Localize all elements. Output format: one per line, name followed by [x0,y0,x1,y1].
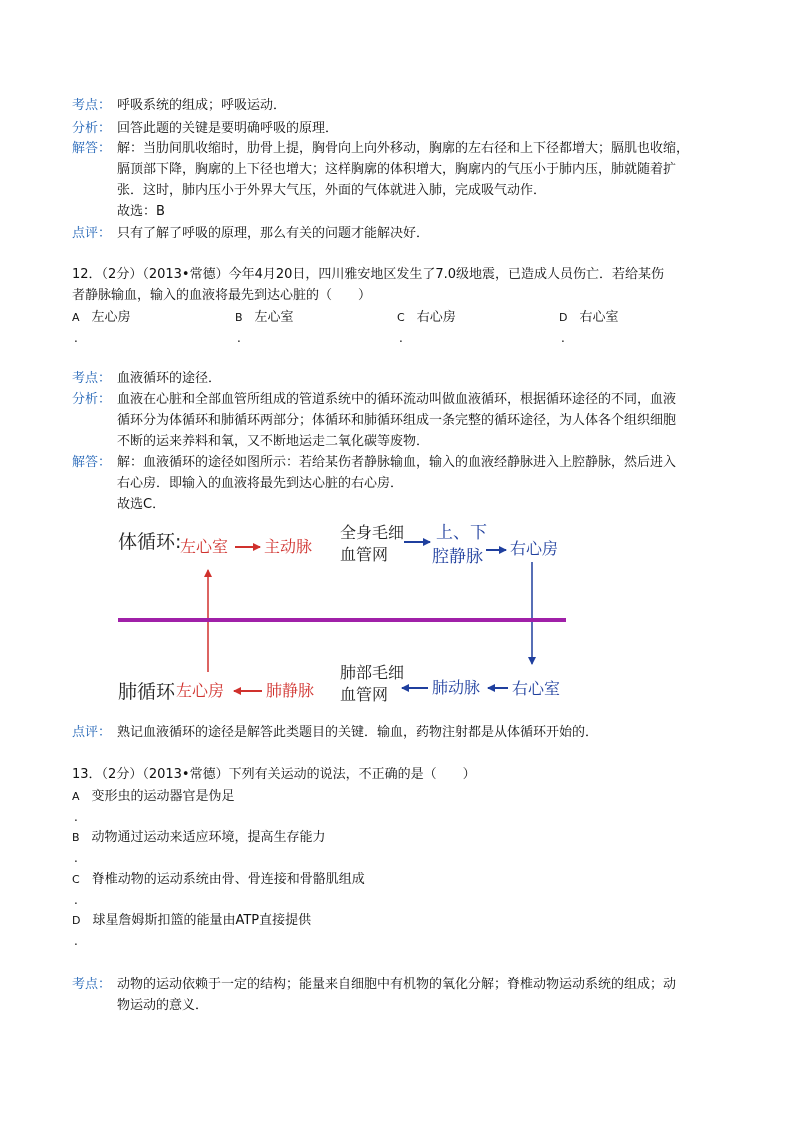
q11-jieda-line-3: 张．这时，肺内压小于外界大气压，外面的气体就进入肺，完成吸气动作． [117,183,547,198]
aorta-label: 主动脉 [264,537,313,556]
option-letter: C [72,873,80,886]
q12-fenxi-label: 分析： [72,392,112,407]
option-dot: . [237,331,241,345]
body-capillary-label-1: 全身毛细 [340,523,405,542]
lung-capillary-label-2: 血管网 [340,685,389,704]
option-dot: . [74,331,78,345]
pulmonary-artery-label: 肺动脉 [432,678,481,697]
q12-jieda-line-1: 解：血液循环的途径如图所示：若给某伤者静脉输血，输入的血液经静脉进入上腔静脉，然后进入 [117,455,677,470]
upper-lower-label: 上、下 [436,523,487,543]
option-letter: A [72,790,80,803]
q13-kaodian-line-1: 动物的运动依赖于一定的结构；能量来自细胞中有机物的氧化分解；脊椎动物运动系统的组成；动 [117,977,677,992]
q13-option-d [72,911,311,931]
q11-dianping-label: 点评： [72,226,112,241]
option-dot: . [74,934,78,948]
q12-option-a [72,308,131,328]
q13-option-a [72,787,235,807]
option-dot: . [74,893,78,907]
option-text: 右心房 [416,310,456,325]
q11-jieda-label: 解答： [72,141,112,156]
q12-fenxi-line-2: 循环分为体循环和肺循环两部分；体循环和肺循环组成一条完整的循环途径，为人体各个组织细胞 [117,413,677,428]
q12-option-b [235,308,294,328]
body-capillary-label-2: 血管网 [340,545,389,564]
option-dot: . [74,810,78,824]
q12-dianping-label: 点评： [72,725,112,740]
q12-option-c [397,308,456,328]
q11-fenxi-text: 回答此题的关键是要明确呼吸的原理． [117,121,339,136]
left-atrium-label: 左心房 [176,681,225,700]
vena-cava-label: 腔静脉 [432,547,483,567]
option-text: 左心房 [91,310,131,325]
q12-jieda-label: 解答： [72,455,112,470]
systemic-circulation-label: 体循环: [118,531,182,553]
q12-jieda-line-2: 右心房．即输入的血液将最先到达心脏的右心房． [117,476,404,491]
option-letter: B [72,831,80,844]
option-dot: . [561,331,565,345]
left-ventricle-label: 左心室 [180,537,229,556]
q13-kaodian-label: 考点： [72,977,112,992]
option-text: 球星詹姆斯扣篮的能量由ATP直接提供 [92,913,312,928]
option-text: 动物通过运动来适应环境，提高生存能力 [91,830,326,845]
q13-stem: 13．（2分）（2013•常德）下列有关运动的说法，不正确的是（ ） [72,767,476,782]
q12-dianping-text: 熟记血液循环的途径是解答此类题目的关键．输血，药物注射都是从体循环开始的． [117,725,599,740]
q12-stem-line-2: 者静脉输血，输入的血液将最先到达心脏的（ ） [72,288,372,303]
right-ventricle-label: 右心室 [512,679,561,698]
q12-option-d [559,308,619,328]
q11-answer: 故选：B [117,204,165,219]
q13-option-b [72,828,326,848]
q13-option-c [72,870,365,890]
circulation-diagram [110,512,580,717]
q12-answer: 故选C． [117,497,166,512]
q11-dianping-text: 只有了解了呼吸的原理，那么有关的问题才能解决好． [117,226,430,241]
pulmonary-vein-label: 肺静脉 [266,681,315,700]
q11-fenxi-label: 分析： [72,121,112,136]
q12-stem-line-1: 12．（2分）（2013•常德）今年4月20日，四川雅安地区发生了7.0级地震，已造成人员伤亡．若给某伤 [72,267,665,282]
q11-jieda-line-2: 膈顶部下降，胸廓的上下径也增大；这样胸廓的体积增大，胸廓内的气压小于肺内压，肺就随着扩 [117,162,677,177]
option-text: 左心室 [254,310,294,325]
q11-jieda-line-1: 解：当肋间肌收缩时，肋骨上提，胸骨向上向外移动，胸廓的左右径和上下径都增大；膈肌也收缩， [117,141,690,156]
option-letter: C [397,311,405,324]
option-letter: B [235,311,243,324]
q11-kaodian-label: 考点： [72,98,112,113]
option-dot: . [74,851,78,865]
option-text: 变形虫的运动器官是伪足 [91,789,235,804]
q13-kaodian-line-2: 物运动的意义． [117,998,209,1013]
q12-fenxi-line-1: 血液在心脏和全部血管所组成的管道系统中的循环流动叫做血液循环，根据循环途径的不同，血液 [117,392,677,407]
option-text: 右心室 [579,310,619,325]
option-text: 脊椎动物的运动系统由骨、骨连接和骨骼肌组成 [91,872,365,887]
option-letter: D [72,914,81,927]
pulmonary-circulation-label: 肺循环 [118,681,176,703]
lung-capillary-label-1: 肺部毛细 [340,663,405,682]
q12-kaodian-label: 考点： [72,371,112,386]
q12-fenxi-line-3: 不断的运来养料和氧，又不断地运走二氧化碳等废物． [117,434,430,449]
option-letter: A [72,311,80,324]
option-dot: . [399,331,403,345]
option-letter: D [559,311,568,324]
q11-kaodian-text: 呼吸系统的组成；呼吸运动． [117,98,287,113]
q12-kaodian-text: 血液循环的途径． [117,371,222,386]
right-atrium-label: 右心房 [510,539,559,558]
